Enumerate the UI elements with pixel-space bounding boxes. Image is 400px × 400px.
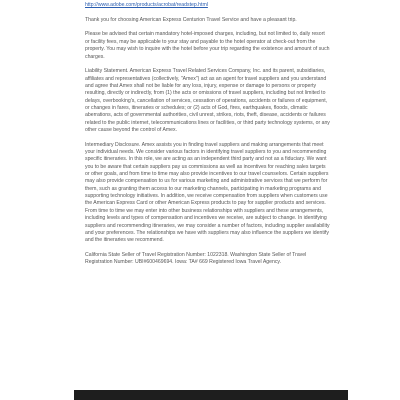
footer-bar [74, 390, 348, 400]
intermediary-disclosure: Intermediary Disclosure. Amex assists you in finding travel suppliers and making arrangements that meet your individual needs. We consider various factors in identifying travel suppliers to you and recommending specific itineraries. In this role, we are acting as an independent third party and not as a fiduciary. We want you to be aware that certain suppliers pay us commissions as well as incentives for reaching sales targets or other goals, and from time to time may also provide incentives to our travel counselors. Certain suppliers may also provide compensation to us for various marketing and administrative services that we perform for them, such as granting them access to our marketing channels, participating in marketing programs and supporting technology initiatives. In addition, we receive compensation from suppliers when customers use the American Express Card or other American Express products to pay for supplier products and services. From time to time we may enter into other business relationships with suppliers and these arrangements, including levels and types of compensation and incentives we receive, are subject to change. In identifying suppliers and recommending itineraries, we may consider a number of factors, including supplier availability and your preferences. The relationships we have with suppliers may also influence the suppliers we identify and the itineraries we recommend. [85, 141, 330, 244]
liability-statement: Liability Statement. American Express Travel Related Services Company, Inc. and its parent, subsidiaries, affiliates and representatives (collectively, "Amex") act as an agent for travel suppliers and you understand and agree that Amex shall not be liable for any loss, injury, expense or damage to persons or property resulting, directly or indirectly, from (1) the acts or omissions of travel suppliers, including but not limited to delays, overbooking's, cancellation of services, cessation of operations, accidents or failures of equipment, or changes in fares, itineraries or schedules; or (2) acts of God, fires, earthquakes, floods, climatic aberrations, acts of governmental authorities, civil unrest, strikes, riots, theft, disease, accidents or failures related to the public internet, telecommunications lines or facilities, or third party technology systems, or any other cause beyond the control of Amex. [85, 68, 330, 133]
email-body [85, 0, 330, 267]
hotel-charges-notice: Please be advised that certain mandatory hotel-imposed charges, including, but not limited to, daily resort or facility fees, may be applicable to your stay and payable to the hotel operator at check-out from the property. You may wish to inquire with the hotel before your trip regarding the existence and amount of such charges. [85, 31, 330, 60]
spacer [85, 9, 330, 16]
acrobat-reader-link[interactable]: http://www.adobe.com/products/acrobat/readstep.html [85, 2, 208, 8]
spacer [85, 24, 330, 31]
thank-you-text: Thank you for choosing American Express Centurion Travel Service and have a pleasant trip. [85, 16, 297, 23]
spacer [85, 134, 330, 141]
seller-of-travel-registration: California State Seller of Travel Registration Number: 1022318. Washington State Seller of Travel Registration Number: UBI#600469694. Iowa: TA# 669 Registered Iowa Travel Agency. [85, 251, 307, 266]
spacer [85, 61, 330, 68]
spacer [85, 245, 330, 252]
